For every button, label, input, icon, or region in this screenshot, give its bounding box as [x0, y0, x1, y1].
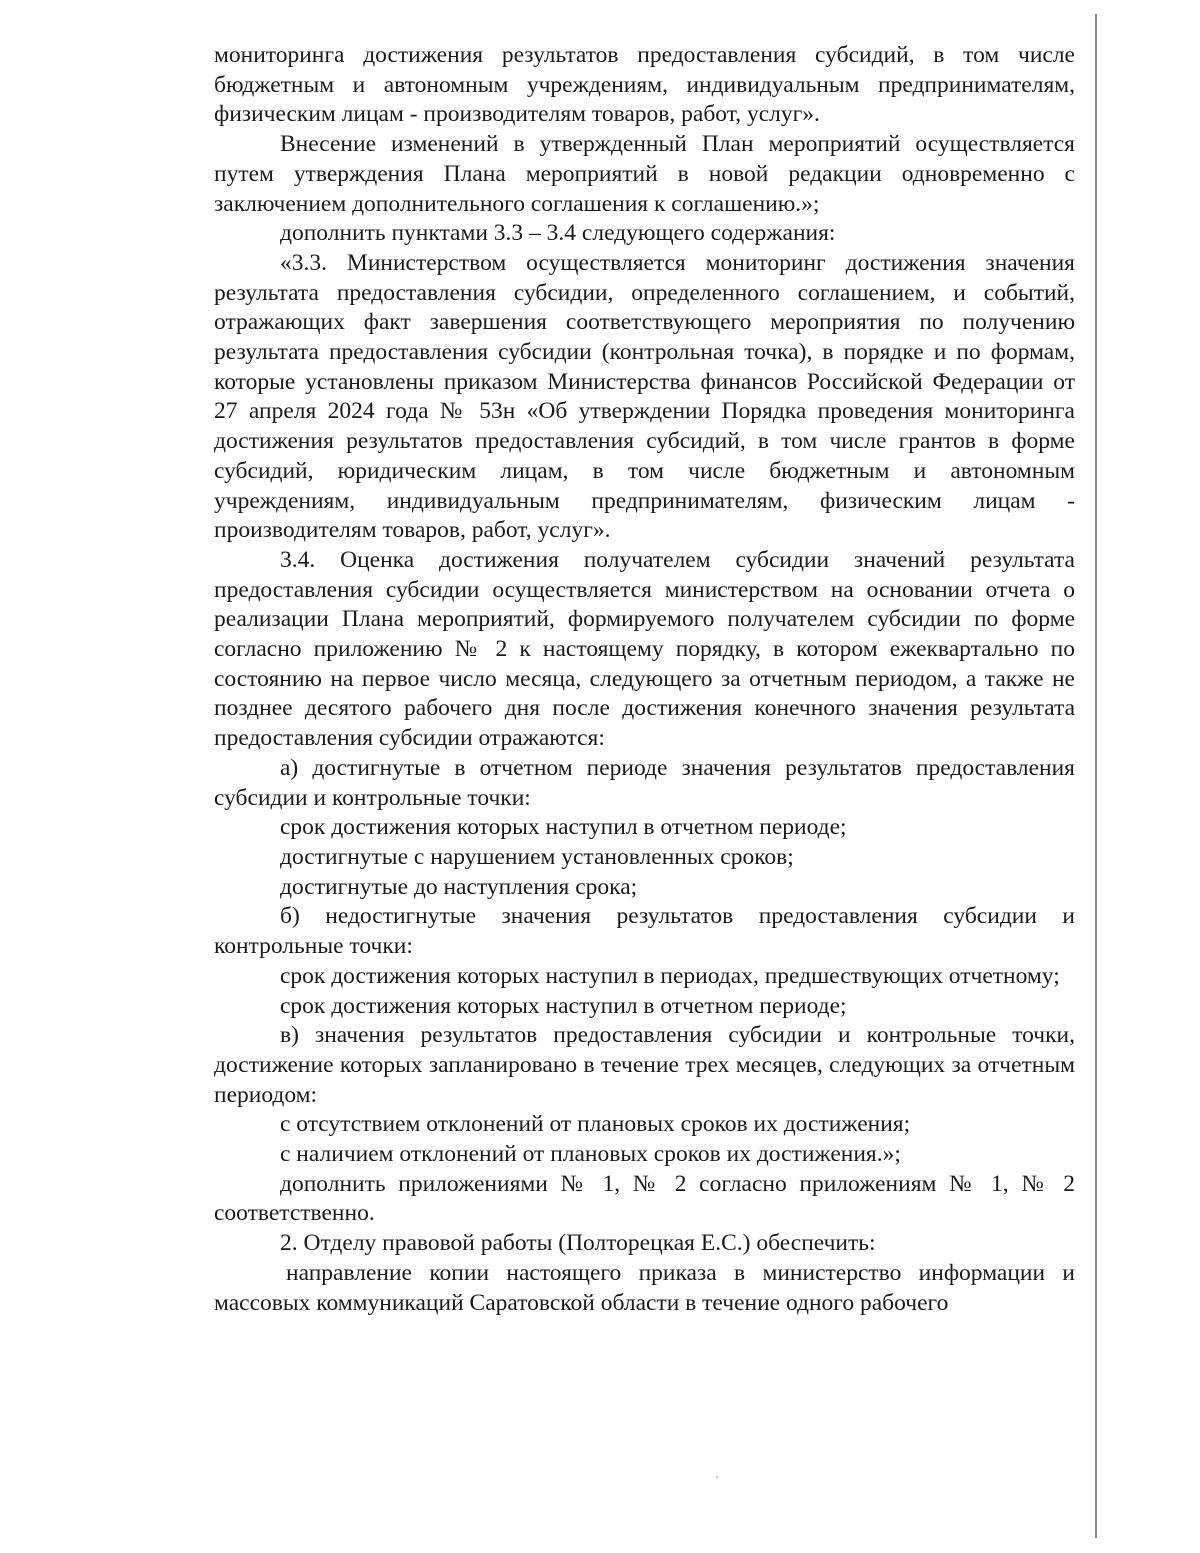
paragraph-item-v: в) значения результатов предоставления субсидии и контрольные точки, достижение которых запланировано в течение трех месяцев, следующих за отчетным периодом: — [214, 1022, 1075, 1108]
paragraph-add-appendices: дополнить приложениями № 1, № 2 согласно приложениям № 1, № 2 соответственно. — [214, 1170, 1075, 1227]
paragraph-item-v-1: с отсутствием отклонений от плановых сроков их достижения; — [280, 1111, 911, 1138]
page-edge-line — [1095, 14, 1097, 1538]
paragraph-section-2: 2. Отделу правовой работы (Полторецкая Е.С.) обеспечить: — [280, 1230, 876, 1257]
paragraph-item-b-1: срок достижения которых наступил в периодах, предшествующих отчетному; — [280, 962, 1060, 989]
paragraph-item-v-2: с наличием отклонений от плановых сроков их достижения.»; — [280, 1141, 901, 1168]
paragraph-3-3: «3.3. Министерством осуществляется мониторинг достижения значения результата предоставления субсидии, определенного соглашением, и событий, отражающих факт завершения соответствующего мероприятия по получению результата предоставления субсидии (контрольная точка), в порядке и по формам, которые установлены приказом Министерства финансов Российской Федерации от 27 апреля 2024 года № 53н «Об утверждении Порядка проведения мониторинга достижения результатов предоставления субсидий, в том числе грантов в форме субсидий, юридическим лицам, в том числе бюджетным и автономным учреждениям, индивидуальным предпринимателям, физическим лицам - производителям товаров, работ, услуг». — [214, 249, 1075, 544]
paragraph-item-b: б) недостигнутые значения результатов предоставления субсидии и контрольные точки: — [214, 903, 1075, 960]
paragraph-plan-changes: Внесение изменений в утвержденный План мероприятий осуществляется путем утверждения Плана мероприятий в новой редакции одновременно с заключением дополнительного соглашения к соглашению.»; — [214, 131, 1075, 217]
document-body — [214, 41, 1075, 1318]
paragraph-3-4: 3.4. Оценка достижения получателем субсидии значений результата предоставления субсидии осуществляется министерством на основании отчета о реализации Плана мероприятий, формируемого получателем субсидии по форме согласно приложению № 2 к настоящему порядку, в котором ежеквартально по состоянию на первое число месяца, следующего за отчетным периодом, а также не позднее десятого рабочего дня после достижения конечного значения результата предоставления субсидии отражаются: — [214, 546, 1075, 752]
paragraph-item-a: а) достигнутые в отчетном периоде значения результатов предоставления субсидии и контрольные точки: — [214, 754, 1075, 811]
scan-speck — [716, 1476, 718, 1478]
paragraph-item-a-2: достигнутые с нарушением установленных сроков; — [280, 843, 794, 870]
paragraph-item-b-2: срок достижения которых наступил в отчетном периоде; — [280, 992, 847, 1019]
paragraph-send-copy: направление копии настоящего приказа в министерство информации и массовых коммуникаций Саратовской области в течение одного рабочего — [214, 1259, 1075, 1316]
paragraph-add-points: дополнить пунктами 3.3 – 3.4 следующего содержания: — [280, 220, 836, 247]
paragraph-continuation: мониторинга достижения результатов предоставления субсидий, в том числе бюджетным и автономным учреждениям, индивидуальным предпринимателям, физическим лицам - производителям товаров, работ, услуг». — [214, 42, 1075, 128]
paragraph-item-a-3: достигнутые до наступления срока; — [280, 873, 638, 900]
paragraph-item-a-1: срок достижения которых наступил в отчетном периоде; — [280, 814, 847, 841]
